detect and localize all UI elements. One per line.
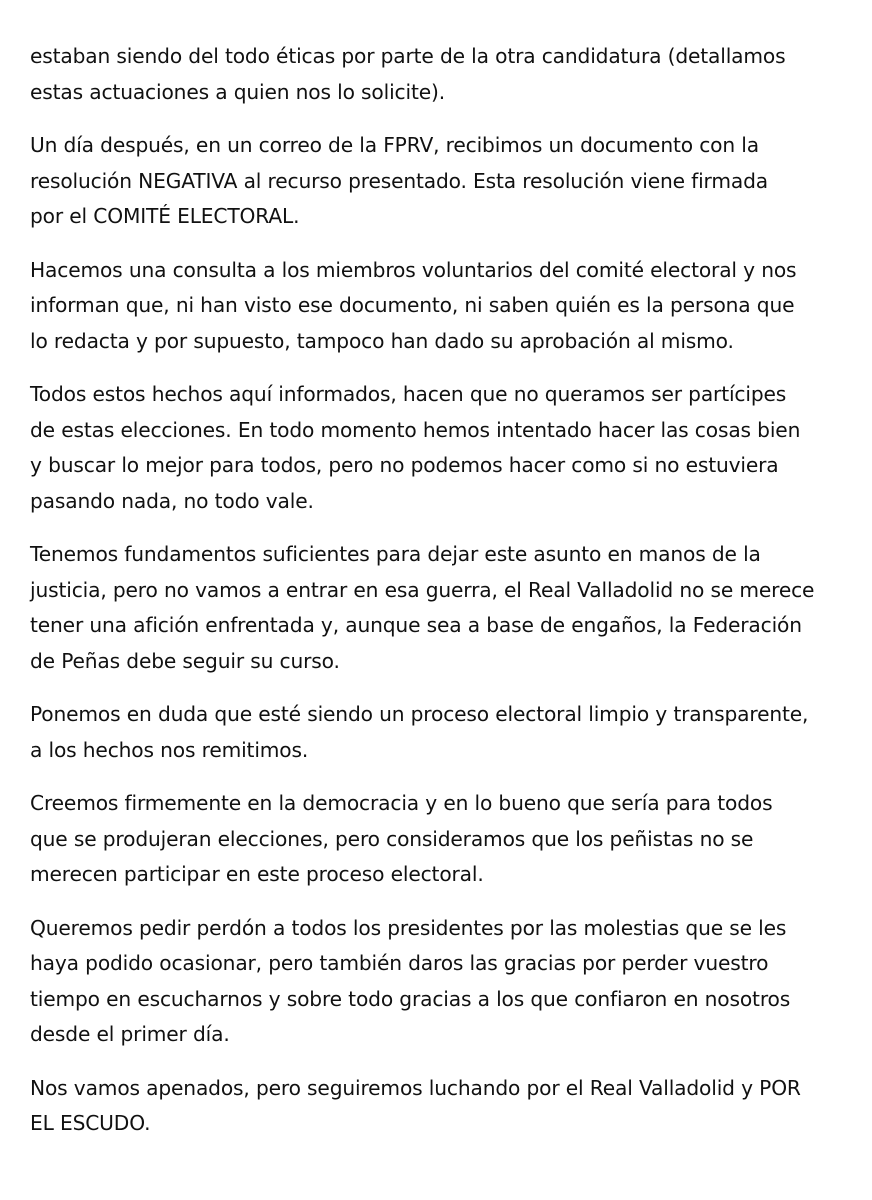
paragraph-apology-thanks: Queremos pedir perdón a todos los presidentes por las molestias que se les haya podido ocasionar, pero también daros las gracias por perder vuestro tiempo en escucharnos y sobre todo gracias a los que confiaron en nosotros desde el primer día. xyxy=(30,915,791,1046)
paragraph-negative-resolution: Un día después, en un correo de la FPRV, recibimos un documento con la resolución NEGATIVA al recurso presentado. Esta resolución viene firmada por el COMITÉ ELECTORAL. xyxy=(30,133,768,228)
paragraph-justice: Tenemos fundamentos suficientes para dejar este asunto en manos de la justicia, pero no vamos a entrar en esa guerra, el Real Valladolid no se merece tener una afición enfrentada y, aunque sea a base de engaños, la Federación de Peñas debe seguir su curso. xyxy=(30,542,815,673)
paragraph-farewell: Nos vamos apenados, pero seguiremos luchando por el Real Valladolid y POR EL ESCUDO. xyxy=(30,1075,801,1135)
document-body xyxy=(30,39,850,1160)
paragraph-withdrawal-reasons: Todos estos hechos aquí informados, hacen que no queramos ser partícipes de estas elecciones. En todo momento hemos intentado hacer las cosas bien y buscar lo mejor para todos, pero no podemos hacer como si no estuviera pasando nada, no todo vale. xyxy=(30,382,801,513)
paragraph-democracy: Creemos firmemente en la democracia y en lo bueno que sería para todos que se produjeran elecciones, pero consideramos que los peñistas no se merecen participar en este proceso electoral. xyxy=(30,791,773,886)
paragraph-doubt-process: Ponemos en duda que esté siendo un proceso electoral limpio y transparente, a los hechos nos remitimos. xyxy=(30,702,809,762)
paragraph-committee-consultation: Hacemos una consulta a los miembros voluntarios del comité electoral y nos informan que, ni han visto ese documento, ni saben quién es la persona que lo redacta y por supuesto, tampoco han dado su aprobación al mismo. xyxy=(30,257,797,353)
paragraph-ethics-note: estaban siendo del todo éticas por parte de la otra candidatura (detallamos estas actuaciones a quien nos lo solicite). xyxy=(30,44,786,104)
